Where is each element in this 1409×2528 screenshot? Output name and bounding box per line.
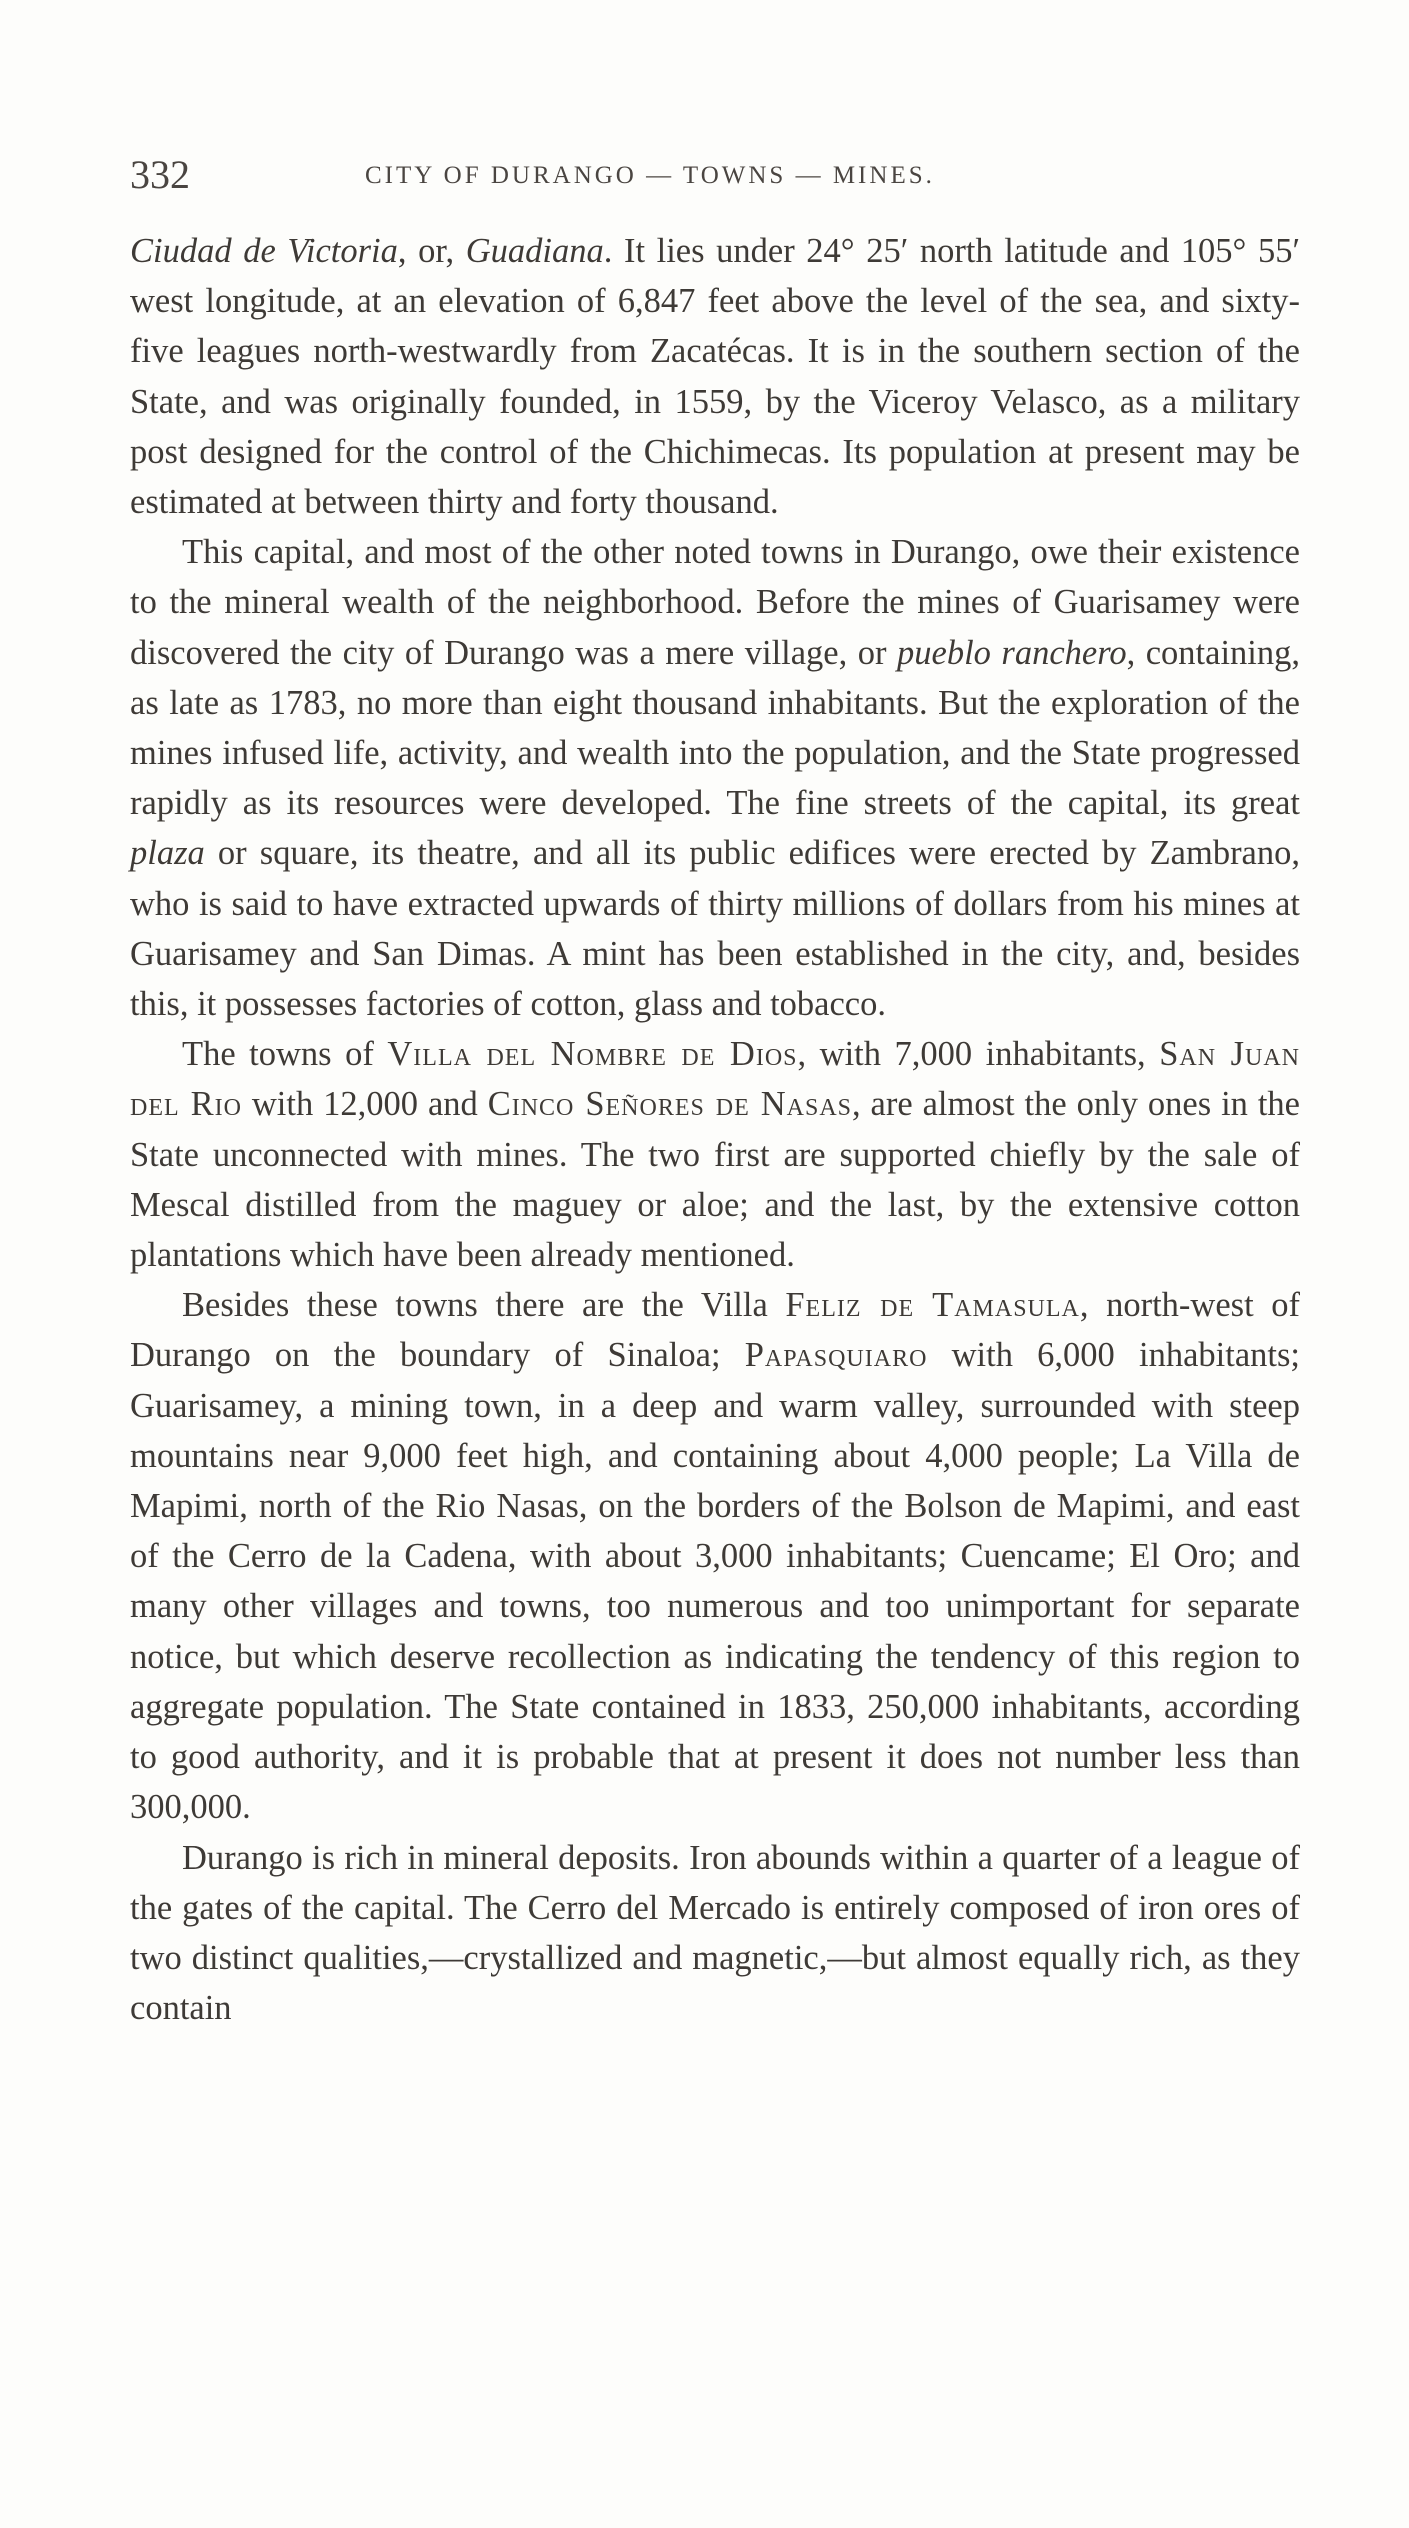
text-segment: Feliz de Tamasula (785, 1286, 1080, 1325)
text-segment: , with 7,000 inhabitants, (797, 1035, 1160, 1074)
text-segment: Villa del Nombre de Dios (387, 1035, 798, 1074)
text-segment: , containing, as late as 1783, no more than eight thousand inhabitants. But the exploration of the mines infused life, activity, and wealth into the population, and the State progressed rapidly as its resources were developed. The fine streets of the capital, its great (130, 633, 1300, 823)
text-segment: , or, (397, 232, 466, 270)
text-segment: Ciudad de Victoria (130, 232, 398, 270)
text-segment: with 6,000 inhabitants; Guarisamey, a mining town, in a deep and warm valley, surrounded with steep mountains near 9,000 feet high, and containing about 4,000 people; La Villa de Mapimi, north of the Rio Nasas, on the borders of the Bolson de Mapimi, and east of the Cerro de la Cadena, with about 3,000 inhabitants; Cuencame; El Oro; and many other villages and towns, too numerous and too unimportant for separate notice, but which deserve recollection as indicating the tendency of this region to aggregate population. The State contained in 1833, 250,000 inhabitants, according to good authority, and it is probable that at present it does not number less than 300,000. (130, 1336, 1300, 1827)
text-segment: The towns of (182, 1035, 388, 1074)
text-segment: or square, its theatre, and all its public edifices were erected by Zambrano, who is said to have extracted upwards of thirty millions of dollars from his mines at Guarisamey and San Dimas. A mint has been established in the city, and, besides this, it possesses factories of cotton, glass and tobacco. (130, 834, 1300, 1024)
text-segment: pueblo ranchero (897, 633, 1127, 672)
text-segment: San Juan del Rio (130, 1035, 1300, 1124)
text-segment: . It lies under 24° 25′ north latitude and 105° 55′ west longitude, at an elevation of 6,847 feet above the level of the sea, and sixty-five leagues north-westwardly from Zacatécas. It is in the southern section of the State, and was originally founded, in 1559, by the Viceroy Velasco, as a military post designed for the control of the Chichimecas. Its population at present may be estimated at between thirty and forty thousand. (130, 232, 1301, 522)
text-segment: Durango is rich in mineral deposits. Iron abounds within a quarter of a league of the gates of the capital. The Cerro del Mercado is entirely composed of iron ores of two distinct qualities,—crystallized and magnetic,—but almost equally rich, as they contain (130, 1838, 1300, 2028)
running-title: CITY OF DURANGO — TOWNS — MINES. (365, 162, 935, 189)
text-segment: This capital, and most of the other noted towns in Durango, owe their existence to the mineral wealth of the neighborhood. Before the mines of Guarisamey were discovered the city of Durango was a mere village, or (130, 533, 1300, 672)
body-text (130, 226, 1300, 2033)
text-segment: Cinco Señores de Nasas (487, 1085, 852, 1124)
paragraph-2 (130, 527, 1300, 1029)
text-segment: Guadiana (465, 232, 604, 270)
text-segment: Papasquiaro (744, 1336, 928, 1375)
paragraph-5 (130, 1833, 1300, 2034)
paragraph-4 (130, 1280, 1300, 1832)
paragraph-3 (130, 1029, 1300, 1280)
text-segment: , are almost the only ones in the State unconnected with mines. The two first are supported chiefly by the sale of Mescal distilled from the maguey or aloe; and the last, by the extensive cotton plantations which have been already mentioned. (130, 1085, 1300, 1275)
page-number: 332 (130, 152, 190, 197)
running-head (130, 150, 1300, 200)
text-segment: Besides these towns there are the Villa (182, 1286, 786, 1325)
text-segment: with 12,000 and (241, 1085, 488, 1124)
paragraph-1 (130, 226, 1300, 527)
text-segment: , north-west of Durango on the boundary of Sinaloa; (130, 1286, 1301, 1375)
text-segment: plaza (130, 834, 205, 873)
